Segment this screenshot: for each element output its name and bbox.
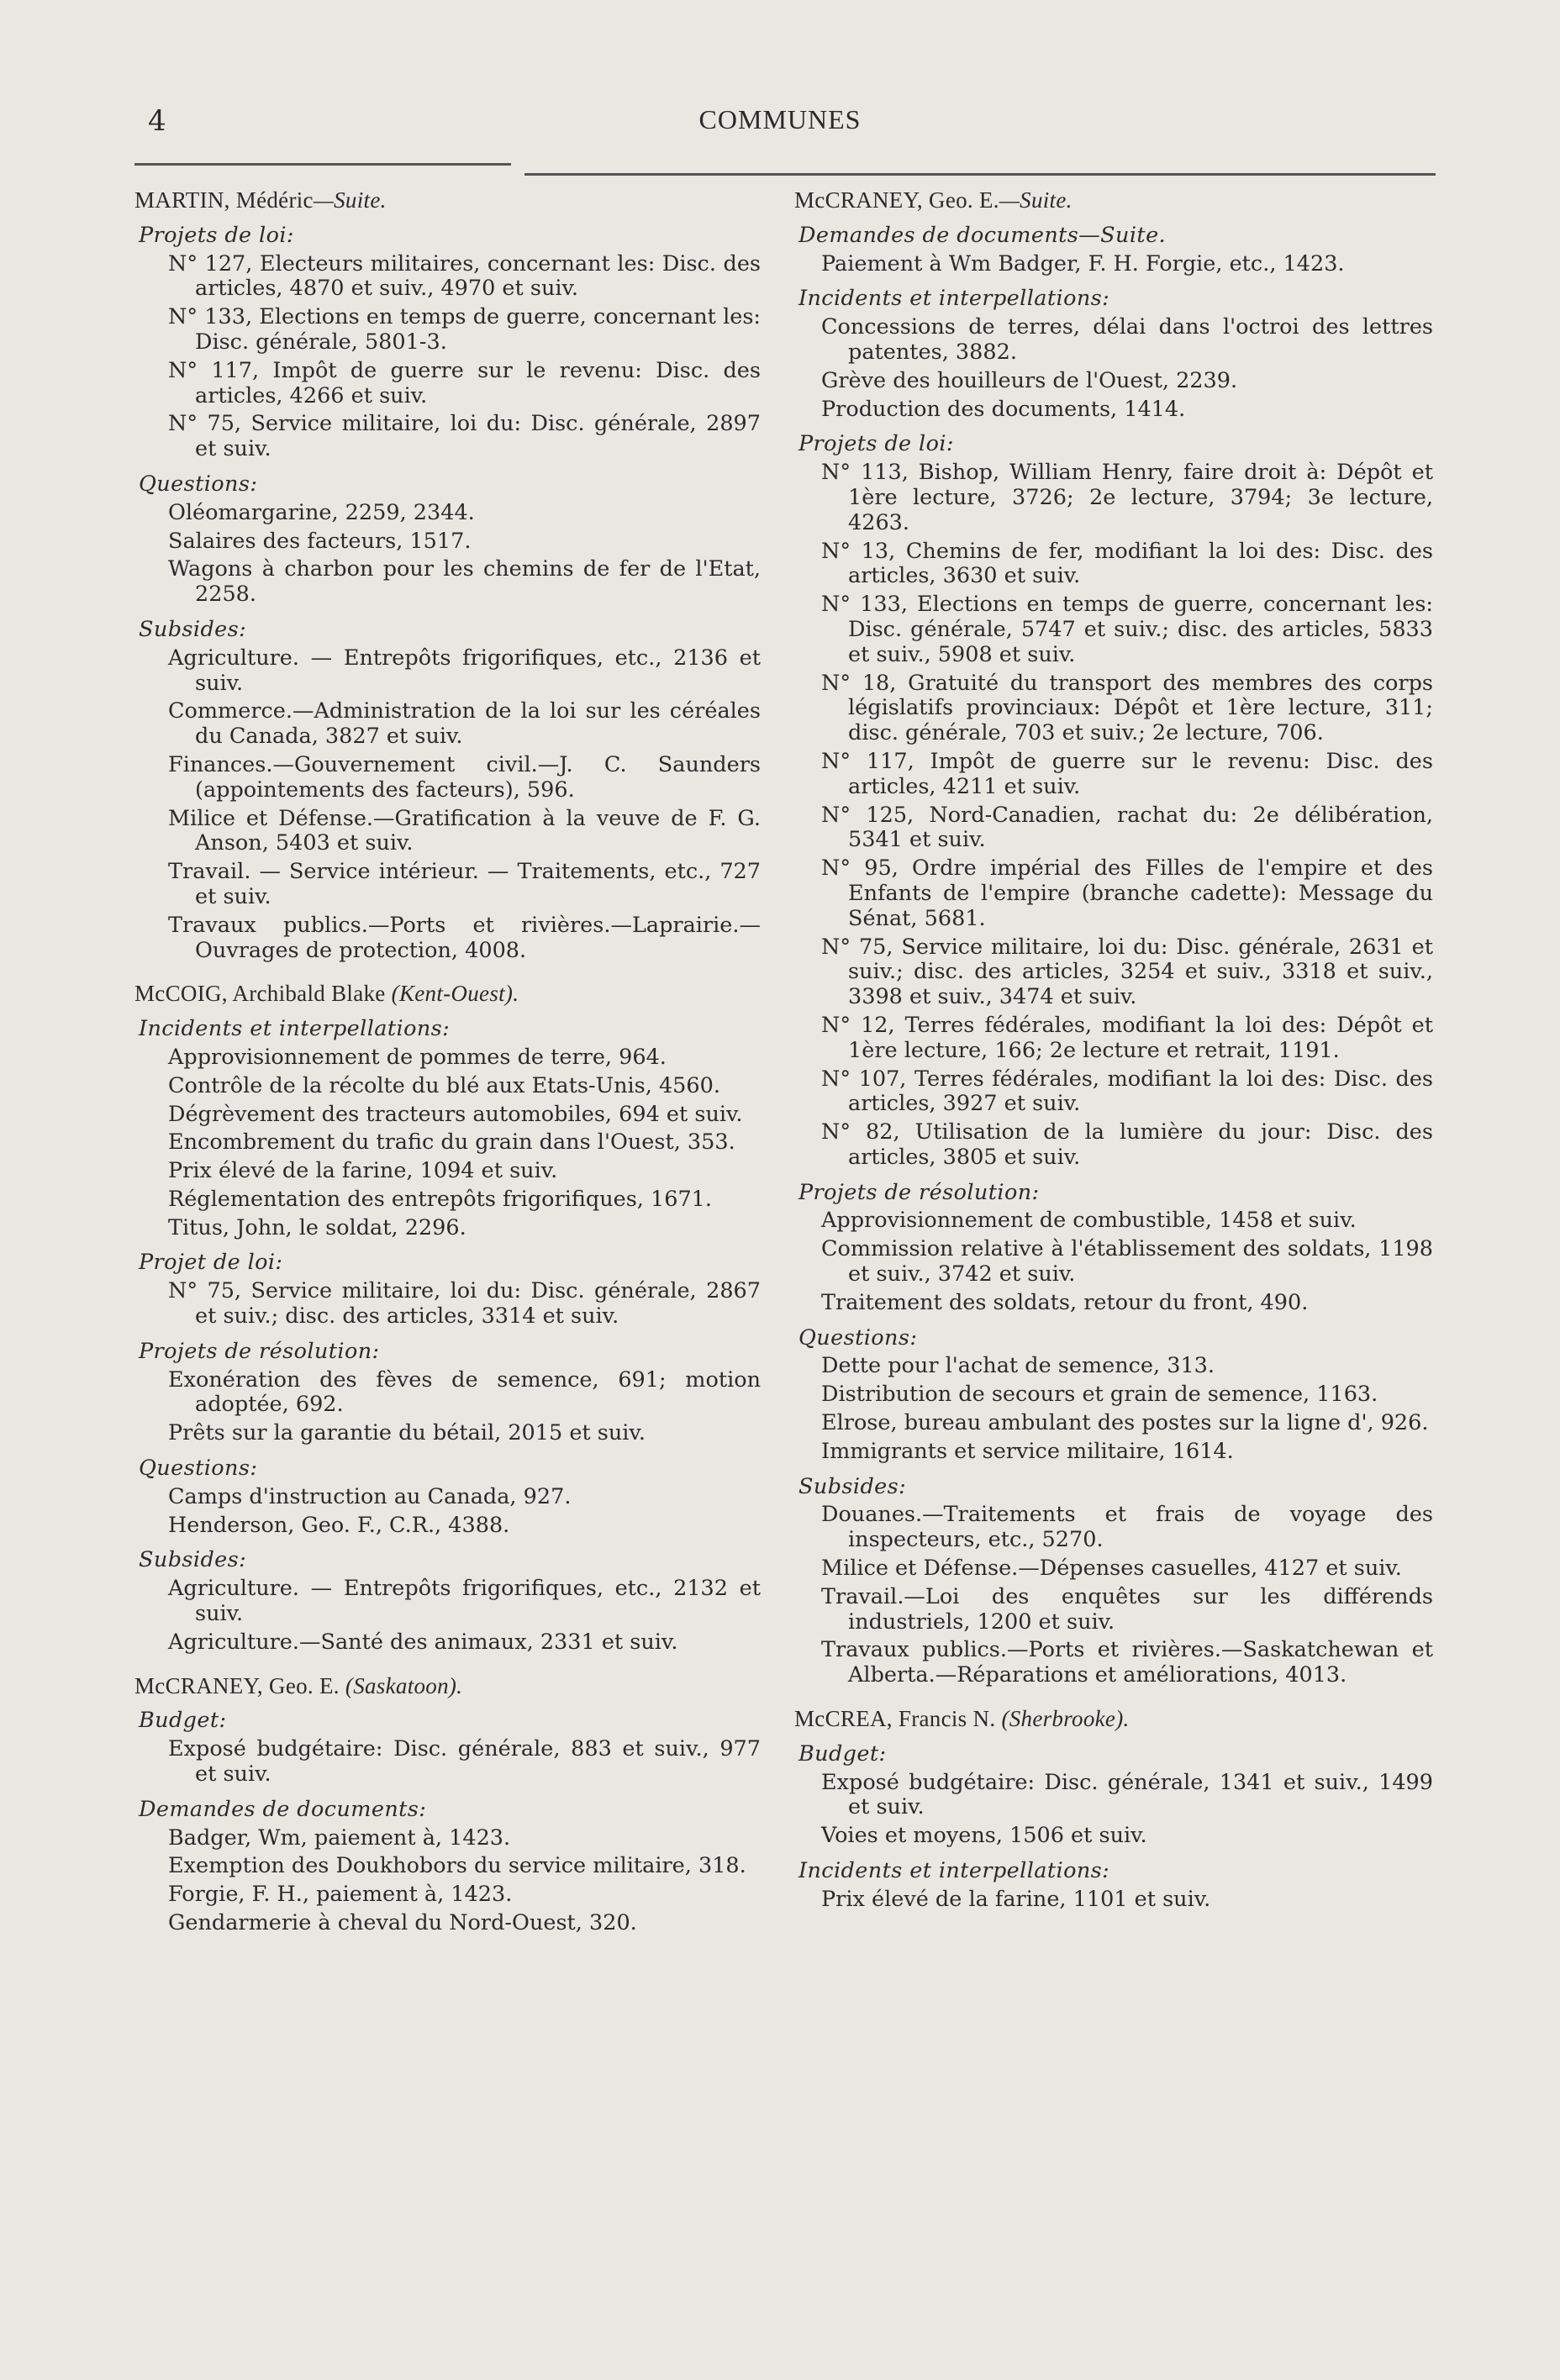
section-title: Demandes de documents—Suite. [798, 222, 1167, 248]
index-section [794, 432, 1433, 1170]
index-section [794, 1475, 1433, 1688]
index-item: Paiement à Wm Badger, F. H. Forgie, etc., 1423. [821, 250, 1345, 276]
section-items [134, 1826, 761, 1936]
index-item: Dégrèvement des tracteurs automobiles, 694 et suiv. [168, 1101, 743, 1127]
index-section [134, 1340, 761, 1446]
index-section [134, 1709, 761, 1787]
index-item: Agriculture.—Santé des animaux, 2331 et suiv. [168, 1629, 678, 1655]
entry-heading [134, 188, 761, 213]
index-item: N° 113, Bishop, William Henry, faire droit à: Dépôt et 1ère lecture, 3726; 2e lecture, 3794; 3e lecture, 4263. [821, 460, 1433, 535]
continued-suffix: —Suite. [999, 187, 1072, 213]
index-section [134, 1251, 761, 1329]
index-item: N° 133, Elections en temps de guerre, concernant les: Disc. générale, 5747 et suiv.; disc. des articles, 5833 et suiv., 5908 et suiv. [821, 592, 1433, 667]
section-items [134, 1045, 761, 1241]
index-section [134, 1456, 761, 1538]
riding-name: (Kent-Ouest). [391, 981, 519, 1007]
index-item: Approvisionnement de pommes de terre, 964. [168, 1044, 667, 1070]
index-item: N° 75, Service militaire, loi du: Disc. générale, 2867 et suiv.; disc. des articles, 3314 et suiv. [168, 1278, 761, 1330]
section-title: Subsides: [139, 1547, 247, 1573]
index-item: Oléomargarine, 2259, 2344. [168, 499, 475, 525]
index-item: Agriculture. — Entrepôts frigorifiques, etc., 2132 et suiv. [168, 1576, 761, 1627]
index-entry [134, 1674, 761, 1936]
index-item: Travail.—Loi des enquêtes sur les différends industriels, 1200 et suiv. [821, 1583, 1433, 1635]
index-item: N° 117, Impôt de guerre sur le revenu: Disc. des articles, 4211 et suiv. [821, 748, 1433, 799]
index-item: Concessions de terres, délai dans l'octroi des lettres patentes, 3882. [821, 314, 1433, 365]
riding-name: (Sherbrooke). [1001, 1706, 1130, 1732]
index-item: Elrose, bureau ambulant des postes sur la ligne d', 926. [821, 1410, 1429, 1436]
section-items [794, 1771, 1433, 1849]
index-item: Approvisionnement de combustible, 1458 et suiv. [821, 1208, 1357, 1234]
index-item: Wagons à charbon pour les chemins de fer de l'Etat, 2258. [168, 556, 761, 608]
section-items [794, 1888, 1433, 1913]
index-item: Milice et Défense.—Gratification à la veuve de F. G. Anson, 5403 et suiv. [168, 805, 761, 856]
index-item: Badger, Wm, paiement à, 1423. [168, 1824, 511, 1851]
index-item: Milice et Défense.—Dépenses casuelles, 4127 et suiv. [821, 1556, 1402, 1582]
section-title: Subsides: [139, 616, 247, 642]
index-item: Commission relative à l'établissement des soldats, 1198 et suiv., 3742 et suiv. [821, 1236, 1433, 1287]
section-items [134, 501, 761, 608]
index-item: N° 127, Electeurs militaires, concernant les: Disc. des articles, 4870 et suiv., 4970 et suiv. [168, 250, 761, 302]
index-section [134, 1798, 761, 1936]
index-item: Prix élevé de la farine, 1094 et suiv. [168, 1158, 558, 1184]
member-name: McCRANEY, Geo. E. [134, 1672, 340, 1698]
index-item: Forgie, F. H., paiement à, 1423. [168, 1882, 513, 1908]
header-rule-right [524, 173, 1436, 176]
section-title: Projets de loi: [798, 431, 954, 457]
index-item: Voies et moyens, 1506 et suiv. [821, 1823, 1147, 1849]
running-title: COMMUNES [698, 104, 862, 134]
index-item: Exposé budgétaire: Disc. générale, 883 et suiv., 977 et suiv. [168, 1736, 761, 1788]
index-item: Distribution de secours et grain de semence, 1163. [821, 1382, 1378, 1408]
section-title: Projets de loi: [139, 222, 294, 248]
section-items [134, 1577, 761, 1655]
index-item: Travaux publics.—Ports et rivières.—Saskatchewan et Alberta.—Réparations et améliorations, 4013. [821, 1637, 1433, 1688]
section-title: Projet de loi: [139, 1250, 283, 1276]
section-items [794, 1354, 1433, 1464]
section-items [794, 1208, 1433, 1315]
index-item: Titus, John, le soldat, 2296. [168, 1214, 466, 1240]
index-item: N° 133, Elections en temps de guerre, concernant les: Disc. générale, 5801-3. [168, 304, 761, 355]
section-title: Budget: [139, 1708, 227, 1734]
index-item: N° 13, Chemins de fer, modifiant la loi des: Disc. des articles, 3630 et suiv. [821, 538, 1433, 589]
index-item: Dette pour l'achat de semence, 313. [821, 1353, 1215, 1379]
section-items [794, 315, 1433, 422]
index-section [134, 618, 761, 963]
member-name: McCREA, Francis N. [794, 1706, 996, 1732]
section-items [134, 646, 761, 964]
index-item: N° 125, Nord-Canadien, rachat du: 2e délibération, 5341 et suiv. [821, 802, 1433, 853]
index-item: Exonération des fèves de semence, 691; motion adoptée, 692. [168, 1366, 761, 1418]
section-items [134, 1368, 761, 1446]
index-item: Production des documents, 1414. [821, 396, 1186, 422]
index-section [794, 1326, 1433, 1465]
member-name: McCRANEY, Geo. E. [794, 187, 999, 213]
index-item: N° 12, Terres fédérales, modifiant la loi des: Dépôt et 1ère lecture, 166; 2e lecture et retrait, 1191. [821, 1012, 1433, 1063]
section-title: Questions: [139, 1456, 258, 1482]
index-entry [794, 188, 1433, 1688]
index-section [134, 472, 761, 608]
index-section [794, 224, 1433, 277]
section-title: Budget: [798, 1740, 887, 1767]
index-item: N° 75, Service militaire, loi du: Disc. générale, 2897 et suiv. [168, 411, 761, 462]
index-entry [134, 982, 761, 1655]
section-title: Subsides: [798, 1473, 907, 1499]
index-item: N° 117, Impôt de guerre sur le revenu: Disc. des articles, 4266 et suiv. [168, 357, 761, 408]
page-number: 4 [148, 104, 166, 138]
index-item: Douanes.—Traitements et frais de voyage des inspecteurs, etc., 5270. [821, 1502, 1433, 1553]
entry-heading [134, 1674, 761, 1699]
section-title: Incidents et interpellations: [798, 286, 1110, 312]
index-item: N° 75, Service militaire, loi du: Disc. générale, 2631 et suiv.; disc. des articles, 3254 et suiv., 3318 et suiv., 3398 et suiv., 3474 et suiv. [821, 934, 1433, 1010]
index-item: Camps d'instruction au Canada, 927. [168, 1483, 572, 1509]
section-title: Questions: [139, 471, 258, 497]
right-column [794, 188, 1433, 1931]
index-item: Agriculture. — Entrepôts frigorifiques, etc., 2136 et suiv. [168, 645, 761, 696]
member-name: McCOIG, Archibald Blake [134, 981, 386, 1007]
index-section [134, 1548, 761, 1655]
index-item: Encombrement du trafic du grain dans l'Ouest, 353. [168, 1129, 735, 1156]
section-items [134, 1485, 761, 1539]
member-name: MARTIN, Médéric [134, 187, 314, 213]
index-item: Salaires des facteurs, 1517. [168, 528, 472, 554]
index-item: Gendarmerie à cheval du Nord-Ouest, 320. [168, 1910, 637, 1936]
index-item: Exemption des Doukhobors du service militaire, 318. [168, 1853, 746, 1879]
index-item: N° 107, Terres fédérales, modifiant la loi des: Disc. des articles, 3927 et suiv. [821, 1066, 1433, 1117]
index-item: Travail. — Service intérieur. — Traitements, etc., 727 et suiv. [168, 859, 761, 909]
index-item: Prêts sur la garantie du bétail, 2015 et suiv. [168, 1420, 646, 1446]
index-item: Traitement des soldats, retour du front, 490. [821, 1289, 1309, 1315]
section-items [794, 1503, 1433, 1688]
index-item: Travaux publics.—Ports et rivières.—Laprairie.—Ouvrages de protection, 4008. [168, 912, 761, 963]
index-item: Immigrants et service militaire, 1614. [821, 1438, 1234, 1464]
index-section [794, 1859, 1433, 1913]
index-item: Henderson, Geo. F., C.R., 4388. [168, 1512, 510, 1538]
section-title: Questions: [798, 1324, 918, 1351]
left-column [134, 188, 761, 1955]
section-items [134, 1279, 761, 1330]
index-item: Finances.—Gouvernement civil.—J. C. Saunders (appointements des facteurs), 596. [168, 751, 761, 803]
section-items [794, 252, 1433, 277]
section-title: Incidents et interpellations: [139, 1016, 451, 1042]
entry-heading [794, 1707, 1433, 1732]
index-section [794, 1742, 1433, 1849]
section-items [134, 1737, 761, 1788]
index-item: N° 82, Utilisation de la lumière du jour: Disc. des articles, 3805 et suiv. [821, 1119, 1433, 1170]
index-item: Réglementation des entrepôts frigorifiques, 1671. [168, 1186, 713, 1212]
index-section [794, 1181, 1433, 1316]
continued-suffix: —Suite. [313, 187, 387, 213]
index-section [134, 224, 761, 462]
entry-heading [794, 188, 1433, 213]
index-entry [134, 188, 761, 963]
section-title: Incidents et interpellations: [798, 1858, 1110, 1884]
index-item: Prix élevé de la farine, 1101 et suiv. [821, 1886, 1211, 1912]
header-rule-left [134, 163, 511, 166]
entry-heading [134, 982, 761, 1007]
index-section [134, 1017, 761, 1240]
index-item: Commerce.—Administration de la loi sur les céréales du Canada, 3827 et suiv. [168, 698, 761, 750]
index-item: Contrôle de la récolte du blé aux Etats-Unis, 4560. [168, 1072, 720, 1098]
section-title: Demandes de documents: [139, 1796, 427, 1822]
index-item: N° 18, Gratuité du transport des membres des corps législatifs provinciaux: Dépôt et 1ère lecture, 311; disc. générale, 703 et suiv.; 2e lecture, 706. [821, 670, 1433, 746]
index-item: Exposé budgétaire: Disc. générale, 1341 et suiv., 1499 et suiv. [821, 1769, 1433, 1820]
riding-name: (Saskatoon). [345, 1672, 463, 1698]
index-item: N° 95, Ordre impérial des Filles de l'empire et des Enfants de l'empire (branche cadette): Message du Sénat, 5681. [821, 856, 1433, 931]
index-section [794, 287, 1433, 422]
section-title: Projets de résolution: [798, 1179, 1040, 1205]
index-entry [794, 1707, 1433, 1913]
section-title: Projets de résolution: [139, 1338, 380, 1364]
section-items [134, 252, 761, 462]
index-item: Grève des houilleurs de l'Ouest, 2239. [821, 367, 1238, 393]
section-items [794, 461, 1433, 1171]
